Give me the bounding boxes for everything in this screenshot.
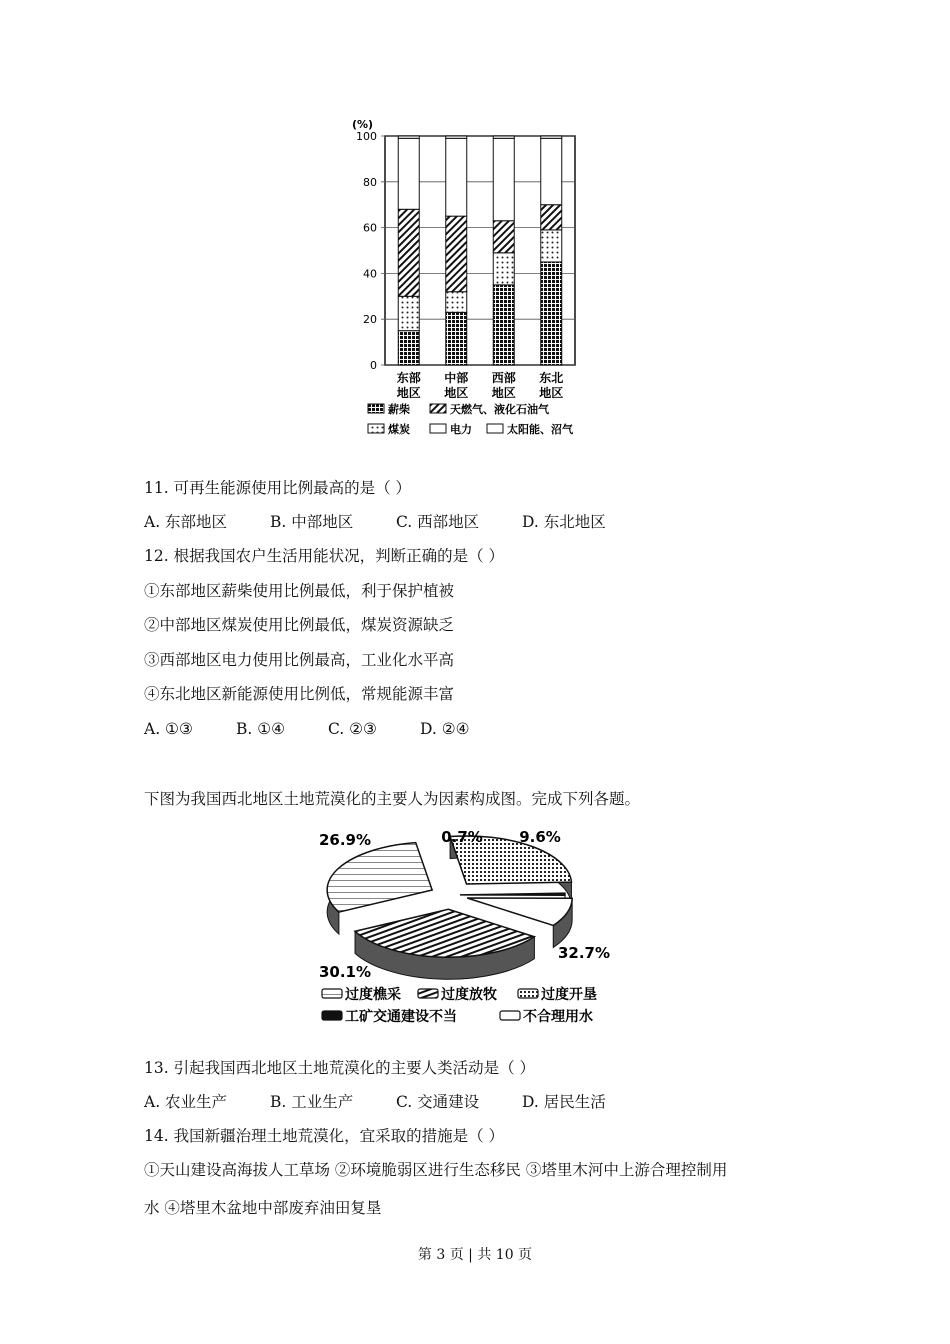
bar-segment (493, 253, 514, 285)
pie-slice-label: 9.6% (519, 828, 561, 846)
chart-unit-label: (%) (352, 118, 374, 131)
legend-label: 不合理用水 (523, 1009, 593, 1025)
bar-segment (398, 136, 419, 138)
pie-slice-label: 26.9% (318, 831, 372, 849)
legend-label: 薪柴 (388, 403, 410, 416)
legend-swatch (418, 989, 438, 998)
bar-segment (541, 230, 562, 262)
question-12-item-3: ③西部地区电力使用比例最高，工业化水平高 (144, 651, 455, 669)
question-12-item-4: ④东北地区新能源使用比例低，常规能源丰富 (144, 685, 455, 703)
section-intro: 下图为我国西北地区土地荒漠化的主要人为因素构成图。完成下列各题。 (144, 790, 641, 808)
bar-segment (541, 205, 562, 230)
pie-slice-label: 0.7% (441, 828, 483, 846)
option-d: D. ②④ (420, 720, 470, 738)
option-b: B. ①④ (236, 720, 286, 738)
question-13-stem: 13. 引起我国西北地区土地荒漠化的主要人类活动是（ ） (144, 1059, 536, 1077)
pie-slice (327, 843, 432, 912)
bar-segment (493, 138, 514, 220)
bar-segment (398, 138, 419, 209)
legend-label: 过度放牧 (441, 987, 497, 1003)
bar-segment (541, 262, 562, 365)
question-12-item-1: ①东部地区薪柴使用比例最低，利于保护植被 (144, 582, 455, 600)
legend-swatch (518, 989, 538, 998)
bar-segment (493, 221, 514, 253)
legend-label: 电力 (450, 423, 472, 436)
option-d: D. 居民生活 (522, 1093, 606, 1111)
option-a: A. 东部地区 (144, 513, 228, 531)
bar-segment (446, 138, 467, 216)
category-label: 西部 (491, 371, 516, 385)
bar-segment (446, 292, 467, 313)
option-c: C. ②③ (328, 720, 377, 738)
bar-segment (541, 138, 562, 204)
page-footer: 第 3 页 | 共 10 页 (417, 1247, 533, 1263)
legend-label: 煤炭 (388, 423, 410, 436)
bar-segment (446, 136, 467, 138)
desertification-pie-chart (0, 815, 950, 1035)
legend-swatch (430, 424, 446, 433)
y-tick-label: 40 (363, 267, 377, 281)
question-12-item-2: ②中部地区煤炭使用比例最低，煤炭资源缺乏 (144, 616, 455, 634)
pie-slice (460, 893, 565, 895)
legend-swatch (430, 404, 446, 413)
category-label: 地区 (396, 386, 421, 400)
legend-label: 太阳能、沼气 (507, 423, 573, 436)
y-tick-label: 60 (363, 221, 377, 235)
bar-segment (398, 296, 419, 330)
y-tick-label: 20 (363, 313, 377, 327)
question-13-options (144, 1092, 606, 1112)
option-a: A. ①③ (144, 720, 193, 738)
legend-label: 过度开垦 (541, 987, 597, 1003)
category-label: 东部 (396, 371, 421, 385)
question-12-options (144, 719, 470, 739)
y-tick-label: 80 (363, 175, 377, 189)
category-label: 地区 (444, 386, 469, 400)
legend-swatch (368, 404, 384, 413)
category-label: 东北 (539, 371, 564, 385)
option-a: A. 农业生产 (144, 1093, 228, 1111)
category-label: 地区 (491, 386, 516, 400)
option-c: C. 交通建设 (396, 1093, 480, 1111)
bar-segment (398, 331, 419, 365)
bar-segment (493, 136, 514, 138)
legend-label: 过度樵采 (345, 987, 401, 1003)
option-c: C. 西部地区 (396, 513, 480, 531)
bar-segment (446, 216, 467, 292)
bar-segment (398, 209, 419, 296)
legend-swatch (322, 1011, 342, 1020)
category-label: 地区 (539, 386, 564, 400)
question-12-stem: 12. 根据我国农户生活用能状况，判断正确的是（ ） (144, 547, 505, 565)
y-tick-label: 0 (370, 359, 377, 372)
question-11-options (144, 512, 606, 532)
bar-segment (493, 285, 514, 365)
energy-bar-chart (0, 0, 950, 460)
bar-segment (446, 312, 467, 365)
option-b: B. 中部地区 (270, 513, 354, 531)
legend-swatch (322, 989, 342, 998)
legend-label: 天燃气、液化石油气 (450, 403, 549, 416)
question-14-items-line-1: ①天山建设高海拔人工草场 ②环境脆弱区进行生态移民 ③塔里木河中上游合理控制用 (144, 1161, 728, 1179)
question-14-stem: 14. 我国新疆治理土地荒漠化，宜采取的措施是（ ） (144, 1127, 505, 1145)
y-tick-label: 100 (356, 130, 377, 143)
option-d: D. 东北地区 (522, 513, 606, 531)
legend-swatch (487, 424, 503, 433)
category-label: 中部 (444, 371, 469, 385)
legend-swatch (500, 1011, 520, 1020)
question-11-stem: 11. 可再生能源使用比例最高的是（ ） (144, 479, 412, 497)
bar-segment (541, 136, 562, 138)
legend-swatch (368, 424, 384, 433)
legend-label: 工矿交通建设不当 (345, 1009, 457, 1025)
option-b: B. 工业生产 (270, 1093, 354, 1111)
question-14-items-line-2: 水 ④塔里木盆地中部废弃油田复垦 (144, 1199, 382, 1217)
pie-slice-label: 32.7% (557, 944, 610, 962)
pie-slice-label: 30.1% (318, 963, 372, 981)
